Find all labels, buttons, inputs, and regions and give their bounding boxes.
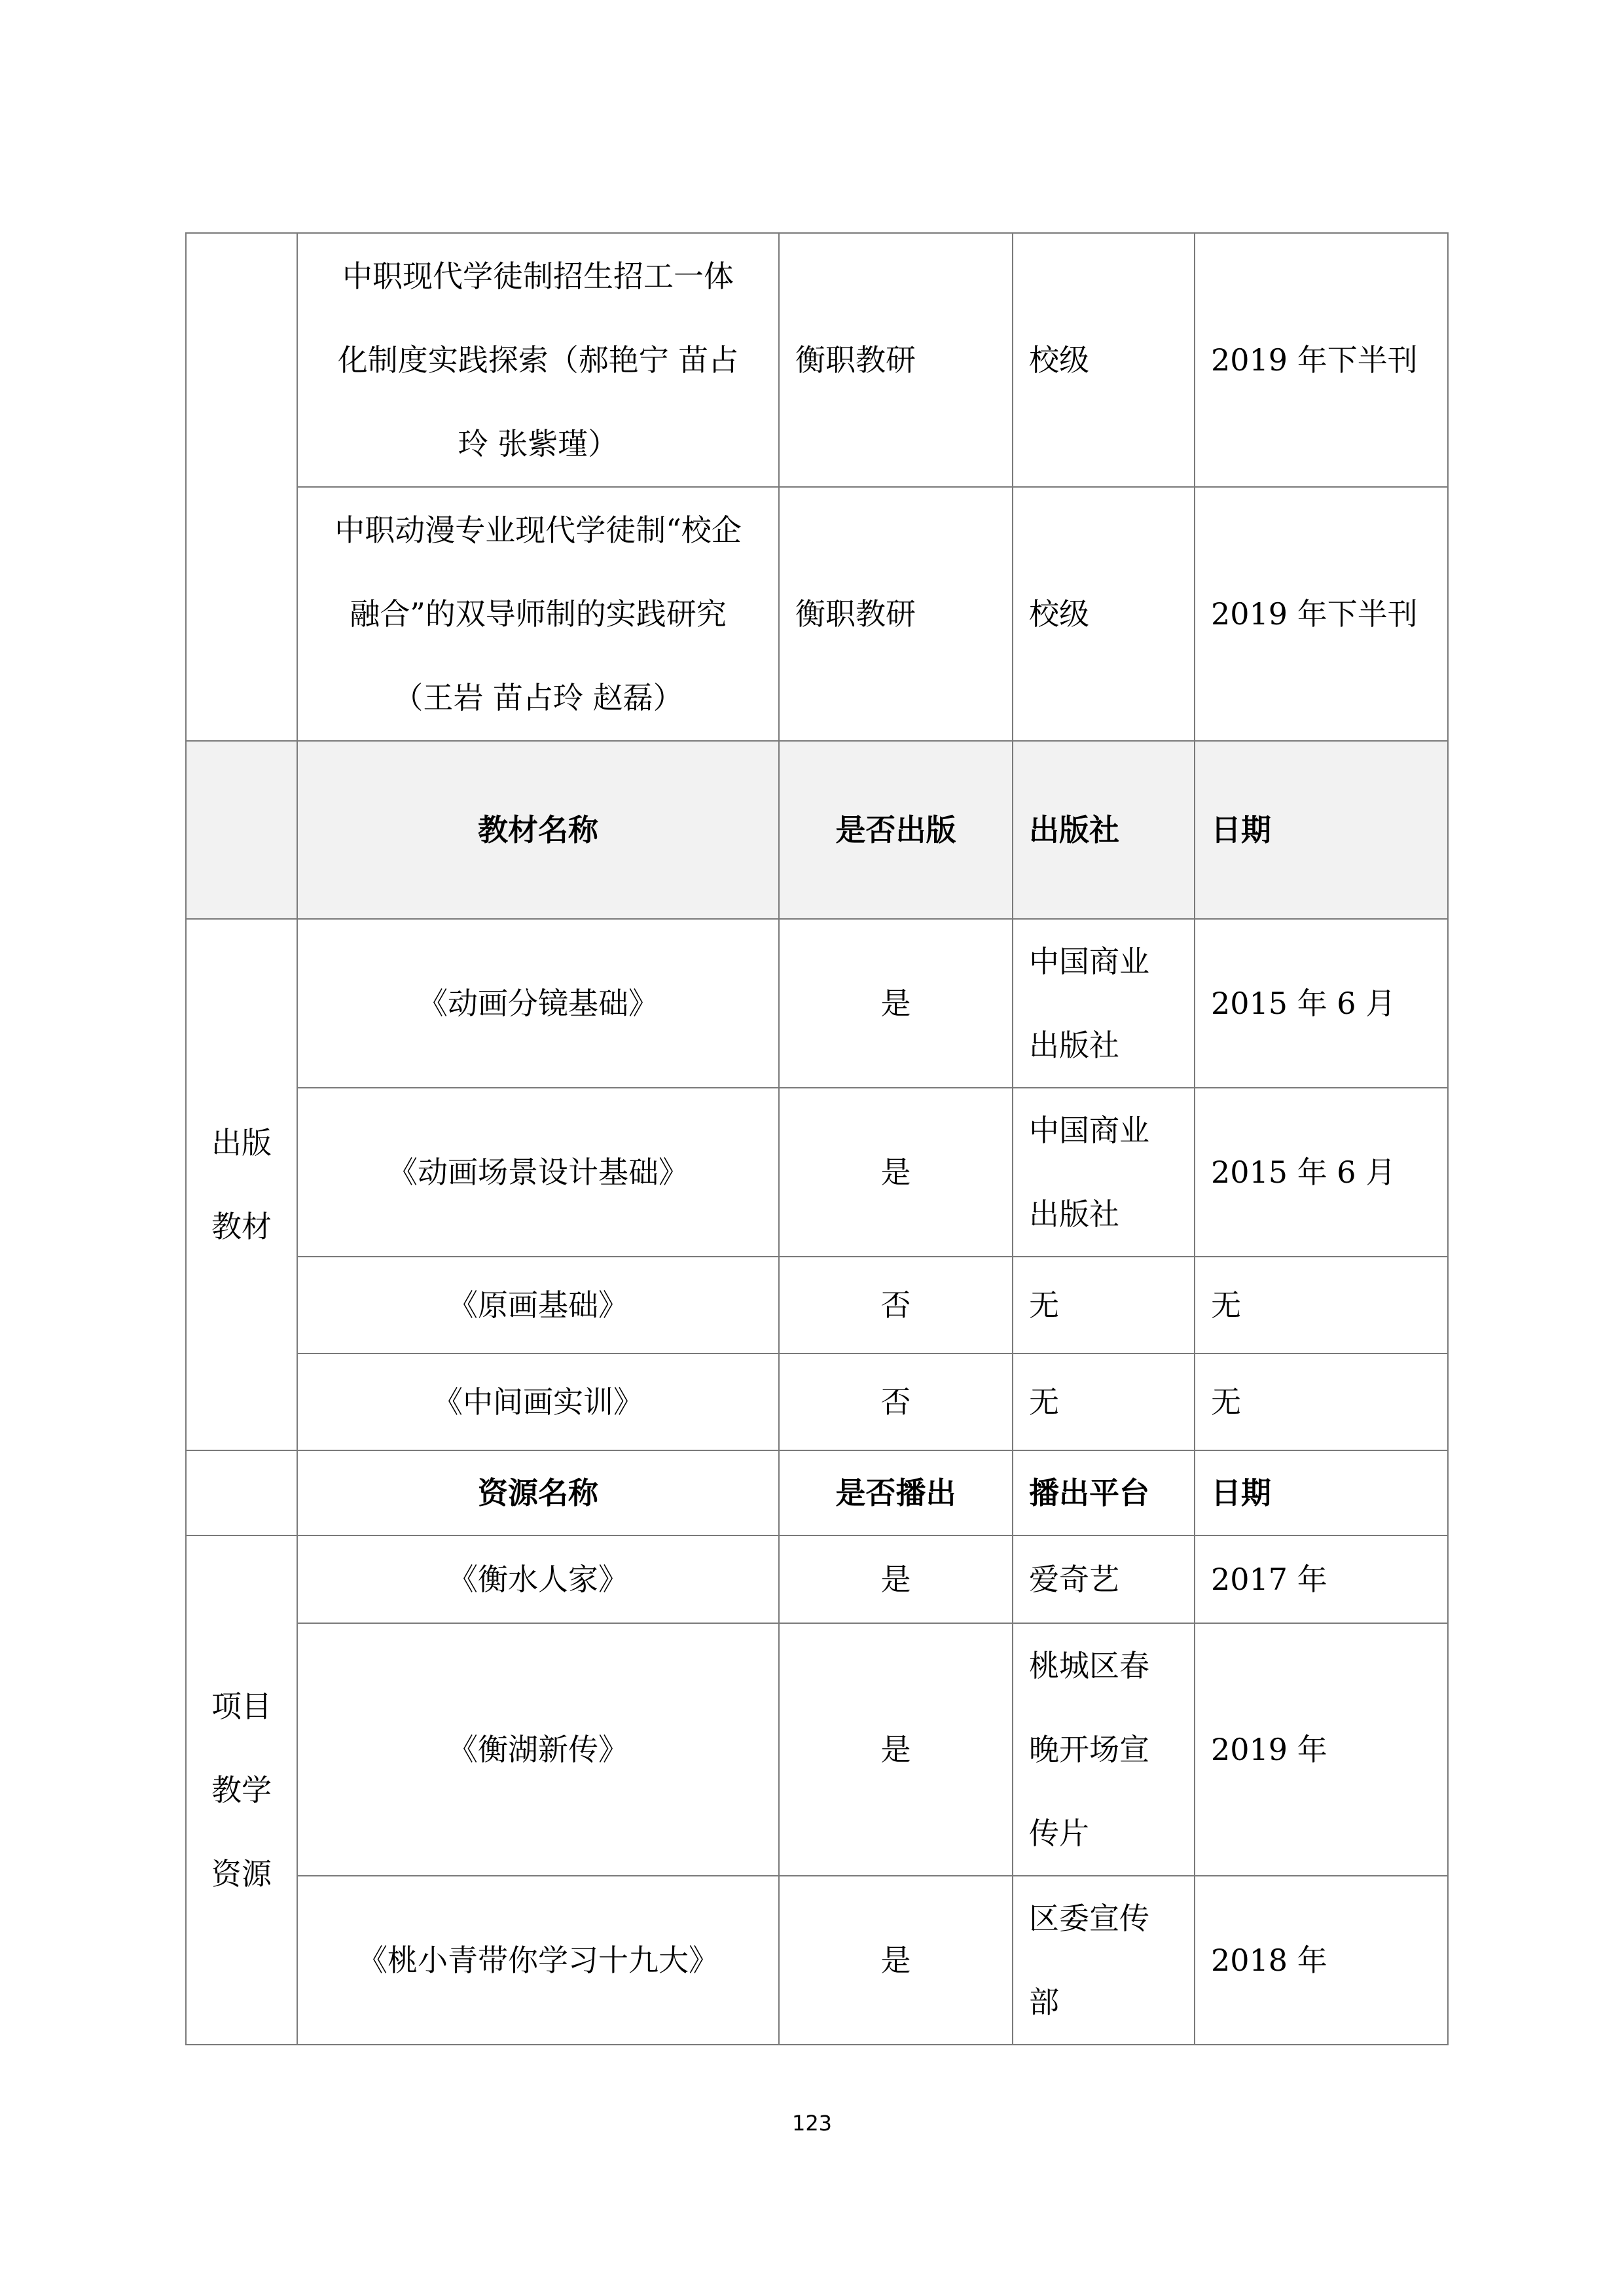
- textbook-published-header: 是否出版: [779, 741, 1013, 919]
- resource-broadcast-cell: 是: [779, 1876, 1013, 2045]
- textbook-name-header: 教材名称: [297, 741, 779, 919]
- resource-date-header: 日期: [1195, 1450, 1448, 1535]
- textbook-publisher-cell: 无: [1013, 1354, 1195, 1450]
- paper-row: [186, 233, 1448, 487]
- resource-platform-cell: 桃城区春 晚开场宣 传片: [1013, 1623, 1195, 1876]
- textbook-date-cell: 2015 年 6 月: [1195, 1088, 1448, 1257]
- resource-platform-cell: 爱奇艺: [1013, 1535, 1195, 1623]
- resource-broadcast-header: 是否播出: [779, 1450, 1013, 1535]
- paper-title-cell: 中职现代学徒制招生招工一体 化制度实践探索（郝艳宁 苗占 玲 张紫瑾）: [297, 233, 779, 487]
- resource-row: [186, 1876, 1448, 2045]
- paper-title-cell: 中职动漫专业现代学徒制“校企 融合”的双导师制的实践研究 （王岩 苗占玲 赵磊）: [297, 487, 779, 741]
- textbook-name-cell: 《动画分镜基础》: [297, 919, 779, 1088]
- textbook-name-cell: 《中间画实训》: [297, 1354, 779, 1450]
- textbook-date-cell: 无: [1195, 1354, 1448, 1450]
- resource-platform-header: 播出平台: [1013, 1450, 1195, 1535]
- textbook-published-cell: 是: [779, 1088, 1013, 1257]
- textbook-publisher-header: 出版社: [1013, 741, 1195, 919]
- textbook-date-cell: 无: [1195, 1257, 1448, 1354]
- paper-date-cell: 2019 年下半刊: [1195, 487, 1448, 741]
- document-table-container: [185, 232, 1447, 2045]
- textbook-published-cell: 否: [779, 1257, 1013, 1354]
- resource-row: [186, 1623, 1448, 1876]
- resource-name-cell: 《桃小青带你学习十九大》: [297, 1876, 779, 2045]
- textbook-category-cell: 出版 教材: [186, 919, 297, 1450]
- resource-broadcast-cell: 是: [779, 1535, 1013, 1623]
- textbook-publisher-cell: 中国商业 出版社: [1013, 919, 1195, 1088]
- textbook-header-row: [186, 741, 1448, 919]
- textbook-publisher-cell: 中国商业 出版社: [1013, 1088, 1195, 1257]
- textbook-date-cell: 2015 年 6 月: [1195, 919, 1448, 1088]
- textbook-row: [186, 919, 1448, 1088]
- header-blank-cell: [186, 741, 297, 919]
- resource-platform-cell: 区委宣传 部: [1013, 1876, 1195, 2045]
- page-number: 123: [791, 2111, 833, 2136]
- paper-level-cell: 校级: [1013, 233, 1195, 487]
- resource-name-cell: 《衡水人家》: [297, 1535, 779, 1623]
- textbook-publisher-cell: 无: [1013, 1257, 1195, 1354]
- textbook-date-header: 日期: [1195, 741, 1448, 919]
- paper-row: [186, 487, 1448, 741]
- resource-category-cell: 项目 教学 资源: [186, 1535, 297, 2045]
- resource-name-header: 资源名称: [297, 1450, 779, 1535]
- resource-broadcast-cell: 是: [779, 1623, 1013, 1876]
- textbook-name-cell: 《动画场景设计基础》: [297, 1088, 779, 1257]
- textbook-row: [186, 1257, 1448, 1354]
- papers-category-cell: [186, 233, 297, 741]
- resource-date-cell: 2018 年: [1195, 1876, 1448, 2045]
- textbook-published-cell: 是: [779, 919, 1013, 1088]
- resource-header-row: [186, 1450, 1448, 1535]
- textbook-published-cell: 否: [779, 1354, 1013, 1450]
- resource-name-cell: 《衡湖新传》: [297, 1623, 779, 1876]
- paper-journal-cell: 衡职教研: [779, 487, 1013, 741]
- textbook-row: [186, 1354, 1448, 1450]
- achievements-table: [185, 232, 1449, 2045]
- textbook-name-cell: 《原画基础》: [297, 1257, 779, 1354]
- paper-date-cell: 2019 年下半刊: [1195, 233, 1448, 487]
- header-blank-cell: [186, 1450, 297, 1535]
- resource-row: [186, 1535, 1448, 1623]
- resource-date-cell: 2017 年: [1195, 1535, 1448, 1623]
- resource-date-cell: 2019 年: [1195, 1623, 1448, 1876]
- paper-journal-cell: 衡职教研: [779, 233, 1013, 487]
- textbook-row: [186, 1088, 1448, 1257]
- paper-level-cell: 校级: [1013, 487, 1195, 741]
